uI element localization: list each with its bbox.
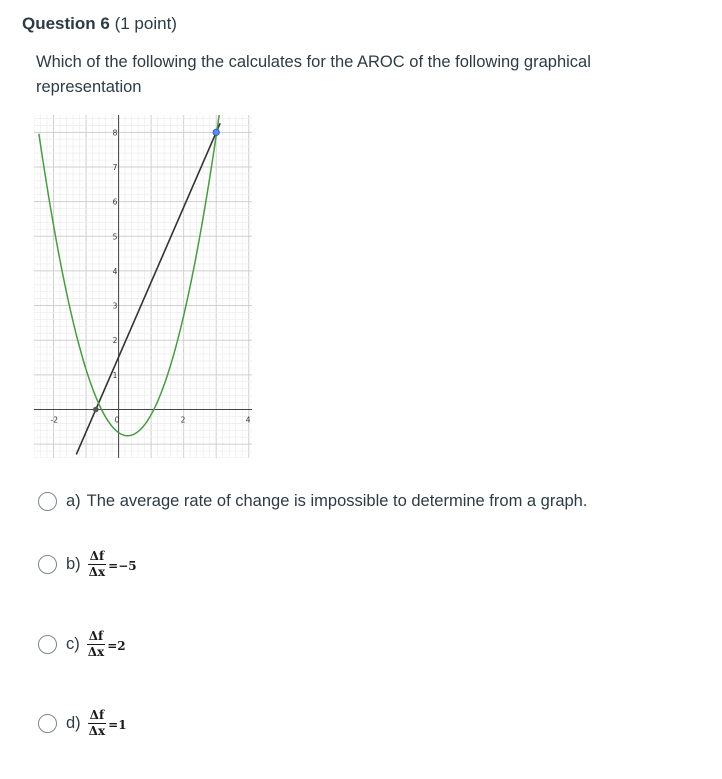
option-a-radio[interactable]	[38, 492, 57, 511]
option-d-fraction	[88, 709, 106, 738]
intersection-point-right	[213, 129, 219, 135]
option-c-value: =2	[107, 639, 126, 653]
option-b-numerator: Δf	[89, 549, 105, 563]
option-d-letter: d)	[66, 714, 81, 732]
option-c[interactable]	[38, 630, 126, 659]
option-c-fraction	[87, 630, 105, 659]
question-points: (1 point)	[114, 14, 177, 33]
option-c-radio[interactable]	[38, 635, 57, 654]
x-tick-label: 0	[114, 415, 120, 425]
aroc-graph	[34, 115, 252, 458]
option-d-value: =1	[108, 718, 127, 732]
y-tick-label: 6	[112, 197, 118, 207]
option-d[interactable]	[38, 709, 127, 738]
option-b-denominator: Δx	[88, 565, 106, 579]
y-tick-label: 2	[112, 336, 118, 346]
option-a-letter: a)	[66, 492, 81, 510]
option-d-numerator: Δf	[89, 708, 105, 722]
option-a-text: The average rate of change is impossible to determine from a graph.	[86, 492, 588, 510]
graph-svg	[34, 115, 252, 458]
question-title: Question 6	[22, 14, 110, 33]
secant-line	[76, 123, 220, 454]
question-header	[22, 14, 177, 34]
option-b-letter: b)	[66, 555, 81, 573]
option-b[interactable]	[38, 550, 137, 579]
x-tick-label: -2	[50, 415, 59, 425]
y-tick-label: 7	[112, 162, 118, 172]
option-d-radio[interactable]	[38, 714, 57, 733]
option-b-radio[interactable]	[38, 555, 57, 574]
question-text: Which of the following the calculates for the AROC of the following graphical representation	[36, 53, 591, 96]
option-b-fraction	[88, 550, 106, 579]
x-tick-label: 2	[180, 415, 186, 425]
intersection-point-left	[93, 407, 99, 413]
y-tick-label: 3	[112, 301, 118, 311]
option-d-denominator: Δx	[88, 724, 106, 738]
option-c-denominator: Δx	[87, 645, 105, 659]
y-tick-label: 4	[112, 266, 118, 276]
y-tick-label: 5	[112, 232, 118, 242]
x-tick-label: 4	[245, 415, 251, 425]
y-tick-label: 8	[112, 128, 118, 138]
parabola-curve	[39, 115, 220, 436]
option-a[interactable]	[38, 492, 587, 511]
option-c-letter: c)	[66, 635, 80, 653]
option-c-numerator: Δf	[88, 629, 104, 643]
option-b-value: =−5	[108, 559, 137, 573]
y-tick-label: 1	[112, 370, 118, 380]
